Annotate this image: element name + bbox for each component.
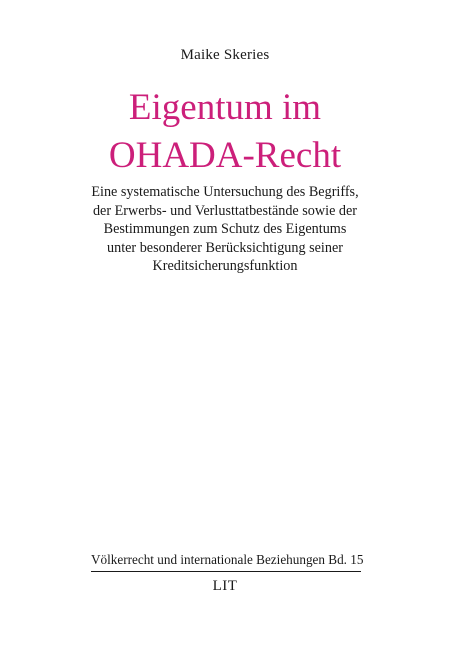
publisher-name: LIT — [212, 578, 238, 594]
book-title — [0, 84, 450, 180]
subtitle-line-2: der Erwerbs- und Verlusttatbestände sowie der — [92, 202, 358, 219]
book-title-line-1: Eigentum im — [128, 87, 322, 128]
series-divider — [91, 571, 361, 572]
subtitle-line-1: Eine systematische Untersuchung des Begriffs, — [91, 184, 359, 200]
series-info: Völkerrecht und internationale Beziehungen Bd. 15 — [91, 552, 364, 567]
author-name: Maike Skeries — [180, 47, 270, 63]
subtitle-line-5: Kreditsicherungsfunktion — [152, 258, 298, 275]
book-subtitle — [0, 183, 450, 276]
subtitle-line-3: Bestimmungen zum Schutz des Eigentums — [103, 221, 347, 238]
book-title-line-2: OHADA-Recht — [108, 135, 342, 176]
subtitle-line-4: unter besonderer Berücksichtigung seiner — [107, 239, 343, 256]
